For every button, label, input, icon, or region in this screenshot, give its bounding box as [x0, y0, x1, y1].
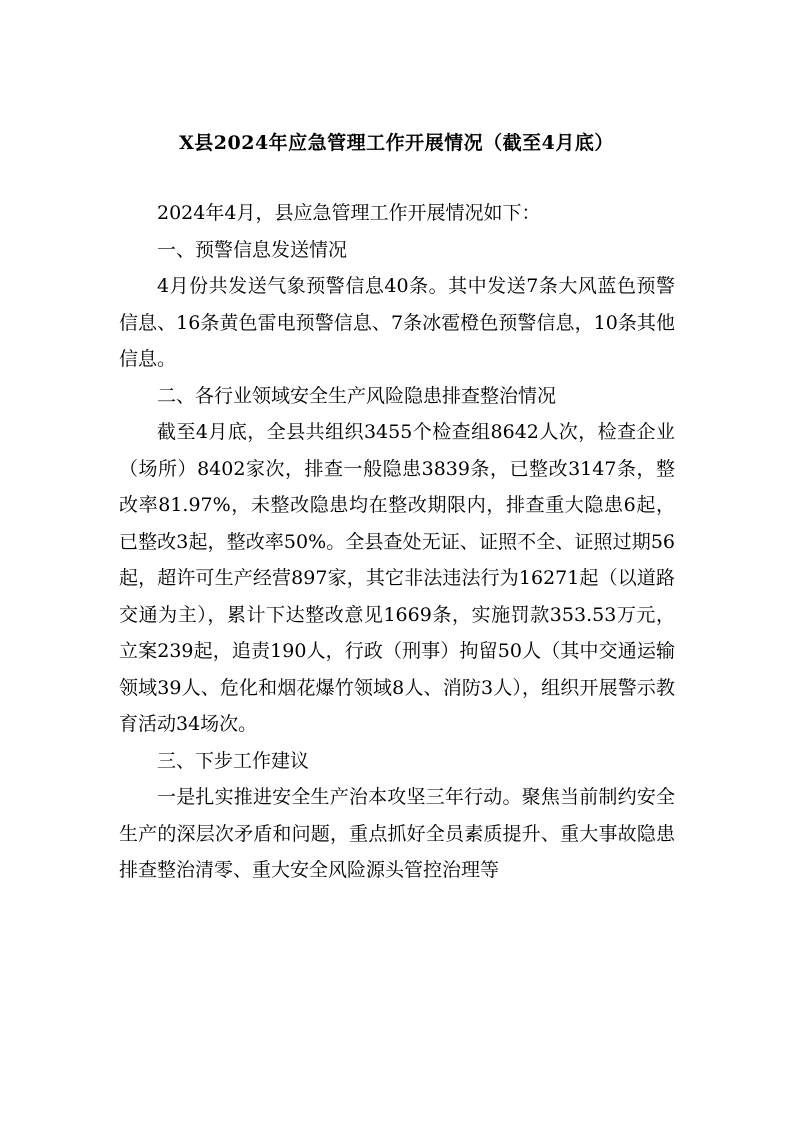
section-heading-2: 二、各行业领域安全生产风险隐患排查整治情况	[157, 384, 557, 407]
paragraph-warning-info: 4月份共发送气象预警信息40条。其中发送7条大风蓝色预警信息、16条黄色雷电预警信息、7条冰雹橙色预警信息，10条其他信息。	[119, 275, 675, 370]
document-body	[119, 195, 675, 889]
section-heading-1: 一、预警信息发送情况	[157, 238, 348, 261]
intro-paragraph: 2024年4月，县应急管理工作开展情况如下：	[157, 202, 541, 224]
paragraph-next-steps: 一是扎实推进安全生产治本攻坚三年行动。聚焦当前制约安全生产的深层次矛盾和问题，重点抓好全员素质提升、重大事故隐患排查整治清零、重大安全风险源头管控治理等	[119, 786, 675, 881]
document-title: X县2024年应急管理工作开展情况（截至4月底）	[179, 132, 614, 154]
paragraph-hazard-inspection: 截至4月底，全县共组织3455个检查组8642人次，检查企业（场所）8402家次，排查一般隐患3839条，已整改3147条，整改率81.97%，未整改隐患均在整改期限内，排查重大隐患6起，已整改3起，整改率50%。全县查处无证、证照不全、证照过期56起，超许可生产经营897家，其它非法违法行为16271起（以道路交通为主），累计下达整改意见1669条，实施罚款353.53万元，立案239起，追责190人，行政（刑事）拘留50人（其中交通运输领域39人、危化和烟花爆竹领域8人、消防3人），组织开展警示教育活动34场次。	[119, 421, 675, 735]
section-heading-3: 三、下步工作建议	[157, 749, 310, 772]
